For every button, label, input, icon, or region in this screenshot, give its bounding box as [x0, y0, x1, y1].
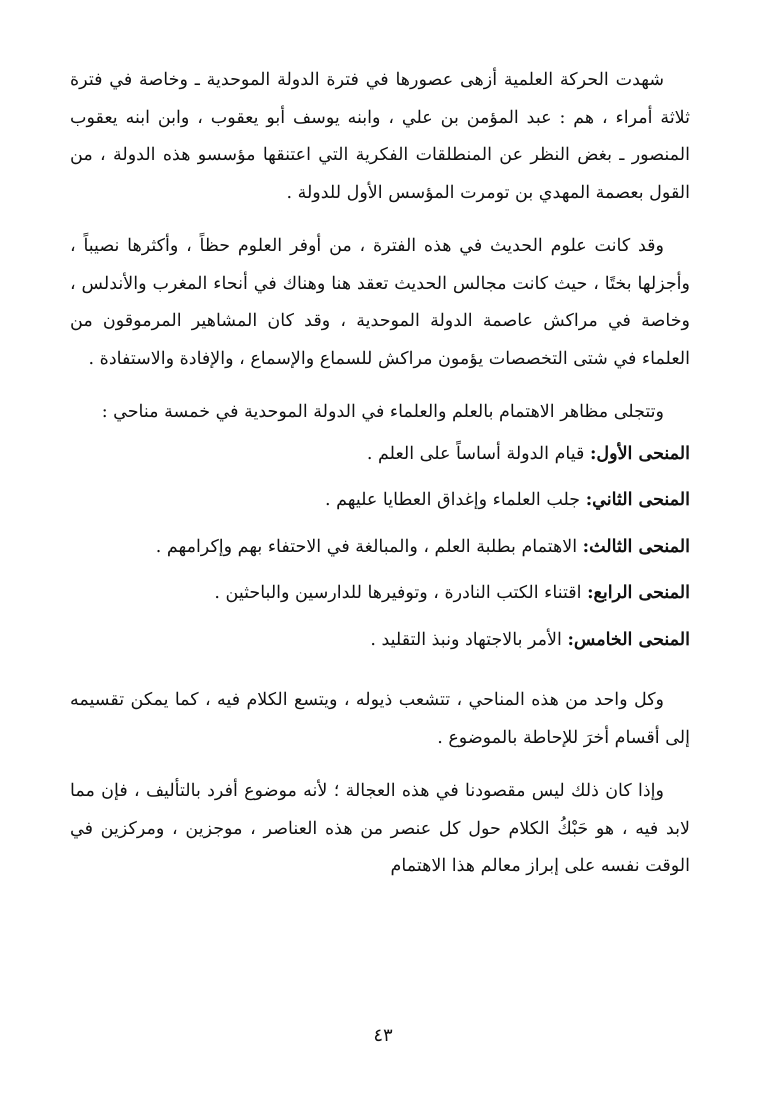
aspect-label: المنحى الثاني: [585, 490, 690, 510]
paragraph-branches: وكل واحد من هذه المناحي ، تتشعب ذيوله ، ويتسع الكلام فيه ، كما يمكن تقسيمه إلى أقسام أخرَ للإحاطة بالموضوع . [70, 690, 690, 748]
page-number: ٤٣ [373, 1025, 393, 1046]
paragraph-intro: شهدت الحركة العلمية أزهى عصورها في فترة الدولة الموحدية ـ وخاصة في فترة ثلاثة أمراء ، هم : عبد المؤمن بن علي ، وابنه يوسف أبو يعقوب ، وابن ابنه يعقوب المنصور ـ بغض النظر عن المنطلقات الفكرية التي اعتنقها مؤسسو هذه الدولة ، من القول بعصمة المهدي بن تومرت المؤسس الأول للدولة . [70, 70, 690, 203]
list-item [70, 436, 690, 483]
aspect-text: الاهتمام بطلبة العلم ، والمبالغة في الاحتفاء بهم وإكرامهم . [155, 536, 583, 557]
list-item [70, 529, 690, 576]
paragraph-focus: وإذا كان ذلك ليس مقصودنا في هذه العجالة ؛ لأنه موضوع أفرد بالتأليف ، فإن مما لابد فيه ، هو حَبْكُ الكلام حول كل عنصر من هذه العناصر ، موجزين ، ومركزين في الوقت نفسه على إبراز معالم هذا الاهتمام [70, 781, 690, 876]
aspect-label: المنحى الأول: [589, 443, 690, 464]
aspects-list [70, 436, 690, 669]
aspect-text: اقتناء الكتب النادرة ، وتوفيرها للدارسين والباحثين . [214, 583, 588, 603]
list-item [70, 575, 690, 622]
page-body [70, 62, 690, 902]
paragraph-hadith-sciences: وقد كانت علوم الحديث في هذه الفترة ، من أوفر العلوم حظاً ، وأكثرها نصيباً ، وأجزلها بختًا ، حيث كانت مجالس الحديث تعقد هنا وهناك في أنحاء المغرب والأندلس ، وخاصة في مراكش عاصمة الدولة الموحدية ، وقد كان المشاهير المرموقون من العلماء في شتى التخصصات يؤمون مراكش للسماع والإسماع ، والإفادة والاستفادة . [70, 236, 690, 369]
aspect-text: جلب العلماء وإغداق العطايا عليهم . [325, 490, 586, 510]
aspect-text: الأمر بالاجتهاد ونبذ التقليد . [370, 629, 568, 650]
list-item [70, 482, 690, 529]
paragraph-five-aspects: وتتجلى مظاهر الاهتمام بالعلم والعلماء في الدولة الموحدية في خمسة مناحي : [101, 402, 664, 422]
aspect-text: قيام الدولة أساساً على العلم . [366, 443, 590, 464]
aspect-label: المنحى الثالث: [582, 536, 690, 557]
list-item [70, 622, 690, 669]
aspect-label: المنحى الخامس: [567, 629, 690, 650]
aspect-label: المنحى الرابع: [587, 583, 690, 603]
